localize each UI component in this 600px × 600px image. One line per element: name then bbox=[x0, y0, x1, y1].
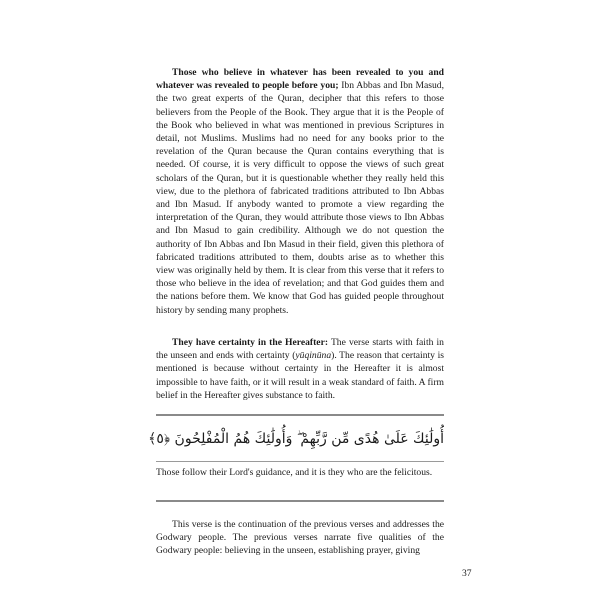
commentary-text: ). The reason that certainty is mentioned is because without certainty in the Hereafter it is almost impossible to have faith, or it will result in a weak standard of faith. A firm belief in the Hereafter gives substance to faith. bbox=[156, 350, 444, 401]
verse-phrase-bold: Those who believe in whatever has been revealed to you and whatever was revealed to people before you; bbox=[156, 67, 444, 92]
commentary-paragraph-continuation: This verse is the continuation of the previous verses and addresses the Godwary people. The previous verses narrate five qualities of the Godwary people: believing in the unseen, establishing prayer, giving bbox=[156, 519, 444, 557]
verse-box-bottom-rule bbox=[156, 500, 444, 502]
commentary-paragraph-hereafter bbox=[156, 336, 444, 402]
commentary-text: The verse starts with faith in the unseen and ends with certainty ( bbox=[156, 337, 444, 362]
verse-phrase-bold: They have certainty in the Hereafter: bbox=[172, 337, 329, 348]
verse-box-divider bbox=[156, 461, 444, 462]
verse-translation: Those follow their Lord's guidance, and it is they who are the felicitous. bbox=[156, 467, 433, 478]
arabic-verse: أُولَٰئِكَ عَلَىٰ هُدًى مِّن رَّبِّهِمْ ۖ وَأُولَٰئِكَ هُمُ الْمُفْلِحُونَ ﴿٥﴾ bbox=[148, 431, 444, 447]
verse-box-top-rule bbox=[156, 414, 444, 416]
commentary-paragraph-believers bbox=[156, 66, 444, 317]
commentary-text: Ibn Abbas and Ibn Masud, the two great experts of the Quran, decipher that this refers to those believers from the People of the Book. They argue that it is the People of the Book who believed in what was mentioned in previous Scriptures in detail, not Muslims. Muslims had no need for any books prior to the revelation of the Quran because the Quran contains everything that is needed. Of course, it is very difficult to oppose the views of such great scholars of the Quran, but it is questionable whether they really held this view, due to the plethora of fabricated traditions attributed to Ibn Abbas and Ibn Masud. If anybody wanted to promote a view regarding the interpretation of the Quran, they would attribute those views to Ibn Abbas and Ibn Masud to gain credibility. Although we do not question the authority of Ibn Abbas and Ibn Masud in their field, given this plethora of fabricated traditions attributed to them, doubts arise as to whether this view was originally held by them. It is clear from this verse that it refers to those who believe in the idea of revelation; and that God guides them and the nations before them. We know that God has guided people throughout history by sending many prophets. bbox=[156, 80, 445, 316]
transliterated-term: yūqinūna bbox=[295, 350, 332, 362]
page-number: 37 bbox=[462, 568, 472, 579]
